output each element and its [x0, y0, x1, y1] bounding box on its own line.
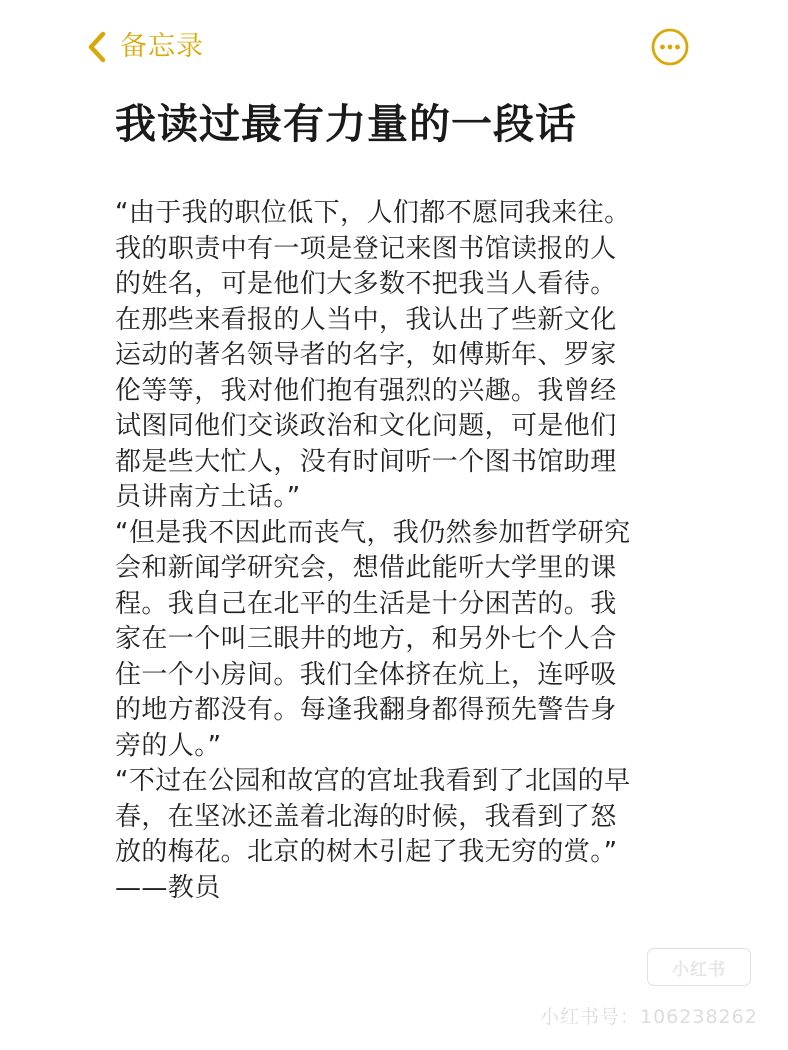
- note-body-line: 放的梅花。北京的树木引起了我无穷的赏。”: [115, 837, 618, 867]
- note-body-line: “由于我的职位低下，人们都不愿同我来往。: [115, 198, 631, 228]
- more-options-button[interactable]: [650, 27, 690, 67]
- navigation-bar: [0, 0, 788, 96]
- note-body-line: 我的职责中有一项是登记来图书馆读报的人: [115, 233, 617, 264]
- note-body-line: 的姓名，可是他们大多数不把我当人看待。: [115, 269, 617, 299]
- note-body-line: ——教员: [115, 872, 221, 903]
- note-title: 我读过最有力量的一段话: [115, 100, 577, 148]
- note-body-line: 程。我自己在北平的生活是十分困苦的。我: [115, 588, 617, 619]
- note-body-line: 的地方都没有。每逢我翻身都得预先警告身: [115, 695, 617, 725]
- note-body-line: “但是我不因此而丧气，我仍然参加哲学研究: [115, 517, 631, 548]
- note-body-line: 试图同他们交谈政治和文化问题，可是他们: [115, 411, 617, 441]
- watermark-id-text: 小红书号：106238262: [540, 1006, 758, 1028]
- note-body-line: 旁的人。”: [115, 730, 222, 761]
- back-button[interactable]: [86, 26, 204, 68]
- note-body-line: 住一个小房间。我们全体挤在炕上，连呼吸: [115, 659, 617, 690]
- note-body-line: “不过在公园和故宫的宫址我看到了北国的早: [115, 766, 631, 796]
- ellipsis-circle-icon: [650, 52, 690, 71]
- note-body-line: 伦等等，我对他们抱有强烈的兴趣。我曾经: [115, 375, 617, 406]
- back-button-label: 备忘录: [120, 31, 204, 62]
- note-body-line: 家在一个叫三眼井的地方，和另外七个人合: [115, 624, 617, 654]
- note-body-line: 员讲南方土话。”: [115, 482, 301, 512]
- note-body-line: 都是些大忙人，没有时间听一个图书馆助理: [115, 446, 617, 477]
- note-body-line: 春，在坚冰还盖着北海的时候，我看到了怒: [115, 801, 617, 832]
- note-body-line: 运动的著名领导者的名字，如傅斯年、罗家: [115, 340, 617, 370]
- note-body-line: 在那些来看报的人当中，我认出了些新文化: [115, 304, 617, 335]
- note-body-line: 会和新闻学研究会，想借此能听大学里的课: [115, 553, 617, 583]
- watermark-logo: 小红书: [647, 948, 751, 986]
- note-body[interactable]: [115, 196, 695, 906]
- chevron-left-icon: [86, 26, 110, 68]
